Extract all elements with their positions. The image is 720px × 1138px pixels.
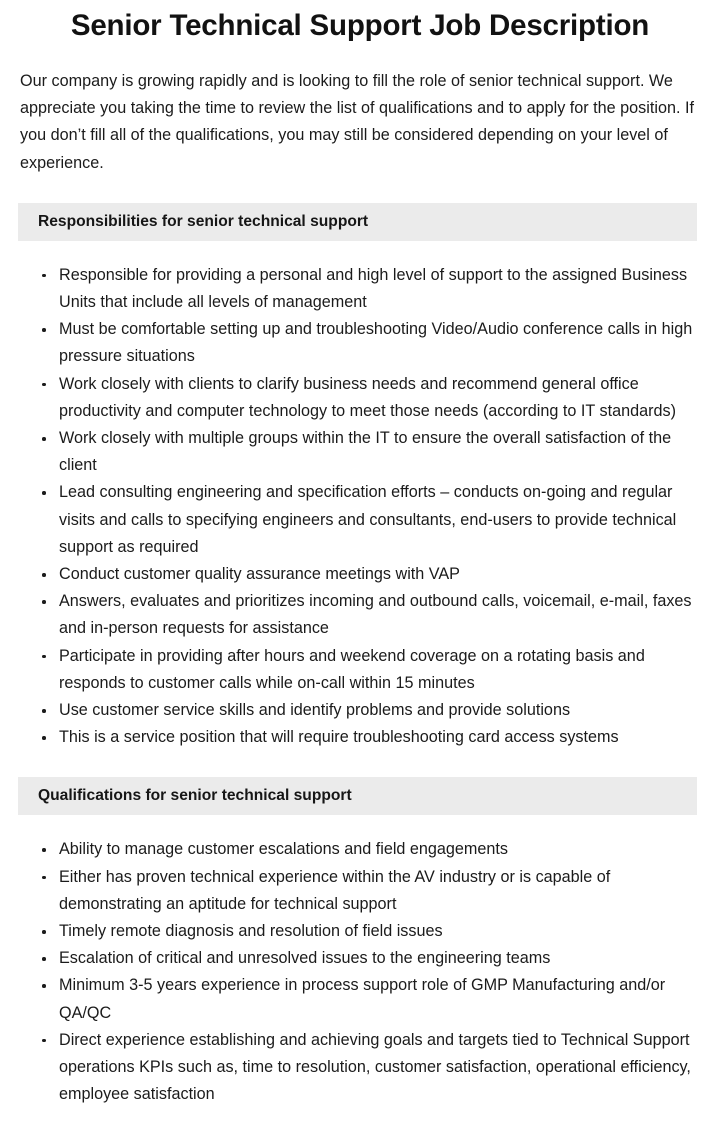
list-item: Ability to manage customer escalations and field engagements <box>0 836 720 863</box>
page-title: Senior Technical Support Job Description <box>70 9 650 42</box>
intro-paragraph: Our company is growing rapidly and is looking to fill the role of senior technical support. We appreciate you taking the time to review the list of qualifications and to apply for the position. If you don’t fill all of the qualifications, you may still be considered depending on your level of experience. <box>20 72 694 172</box>
responsibilities-list <box>0 241 720 752</box>
qualifications-list <box>0 815 720 1108</box>
qualifications-section <box>0 777 720 1108</box>
list-item: This is a service position that will require troubleshooting card access systems <box>0 724 720 751</box>
list-item: Lead consulting engineering and specification efforts – conducts on-going and regular visits and calls to specifying engineers and consultants, end-users to provide technical support as required <box>0 479 720 561</box>
list-item: Either has proven technical experience within the AV industry or is capable of demonstrating an aptitude for technical support <box>0 864 720 918</box>
list-item: Participate in providing after hours and weekend coverage on a rotating basis and responds to customer calls while on-call within 15 minutes <box>0 643 720 697</box>
list-item: Escalation of critical and unresolved issues to the engineering teams <box>0 945 720 972</box>
responsibilities-section-header <box>18 203 697 241</box>
list-item: Timely remote diagnosis and resolution of field issues <box>0 918 720 945</box>
list-item: Work closely with clients to clarify business needs and recommend general office productivity and computer technology to meet those needs (according to IT standards) <box>0 371 720 425</box>
list-item: Work closely with multiple groups within the IT to ensure the overall satisfaction of the client <box>0 425 720 479</box>
section-heading-label: Responsibilities for senior technical support <box>38 212 369 230</box>
list-item: Direct experience establishing and achieving goals and targets tied to Technical Support operations KPIs such as, time to resolution, customer satisfaction, operational efficiency, employee satisfaction <box>0 1027 720 1109</box>
list-item: Responsible for providing a personal and high level of support to the assigned Business Units that include all levels of management <box>0 262 720 316</box>
list-item: Minimum 3-5 years experience in process support role of GMP Manufacturing and/or QA/QC <box>0 972 720 1026</box>
responsibilities-section <box>0 203 720 752</box>
list-item: Answers, evaluates and prioritizes incoming and outbound calls, voicemail, e-mail, faxes and in-person requests for assistance <box>0 588 720 642</box>
list-item: Use customer service skills and identify problems and provide solutions <box>0 697 720 724</box>
list-item: Conduct customer quality assurance meetings with VAP <box>0 561 720 588</box>
qualifications-section-header <box>18 777 697 815</box>
section-heading-label: Qualifications for senior technical support <box>38 787 352 805</box>
list-item: Must be comfortable setting up and troubleshooting Video/Audio conference calls in high pressure situations <box>0 316 720 370</box>
